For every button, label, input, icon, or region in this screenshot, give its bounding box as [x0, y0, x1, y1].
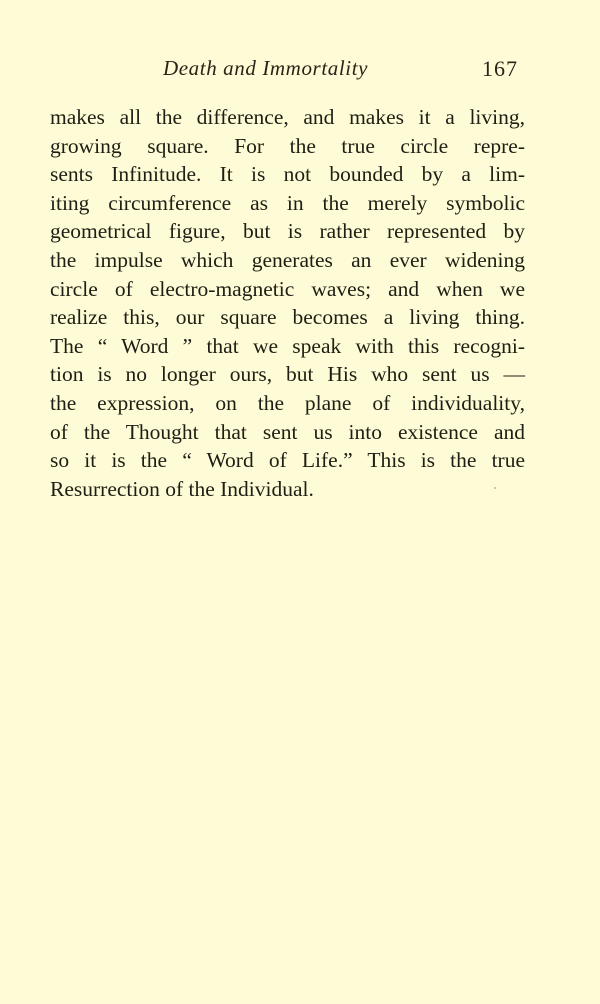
text-line: growing square. For the true circle repre-: [50, 133, 525, 158]
text-line: iting circumference as in the merely symbolic: [50, 190, 525, 215]
running-head: [50, 56, 520, 88]
text-line: the impulse which generates an ever widening: [50, 247, 525, 272]
running-title: Death and Immortality: [163, 56, 369, 80]
text-line: makes all the difference, and makes it a living,: [50, 105, 525, 129]
text-line: geometrical figure, but is rather represented by: [50, 219, 525, 244]
paper-speck: [494, 487, 496, 489]
text-line: sents Infinitude. It is not bounded by a lim-: [50, 162, 525, 187]
text-line: the expression, on the plane of individuality,: [50, 390, 525, 415]
text-line: of the Thought that sent us into existence and: [50, 419, 525, 444]
text-line: realize this, our square becomes a living thing.: [50, 305, 525, 330]
text-line: Resurrection of the Individual.: [50, 476, 314, 501]
text-line: circle of electro-magnetic waves; and when we: [50, 276, 525, 301]
body-text: [50, 103, 525, 503]
text-line: tion is no longer ours, but His who sent us —: [50, 362, 525, 387]
text-line: The “ Word ” that we speak with this recogni-: [50, 333, 525, 358]
page-number: 167: [482, 56, 518, 81]
text-line: so it is the “ Word of Life.” This is the true: [50, 448, 525, 473]
